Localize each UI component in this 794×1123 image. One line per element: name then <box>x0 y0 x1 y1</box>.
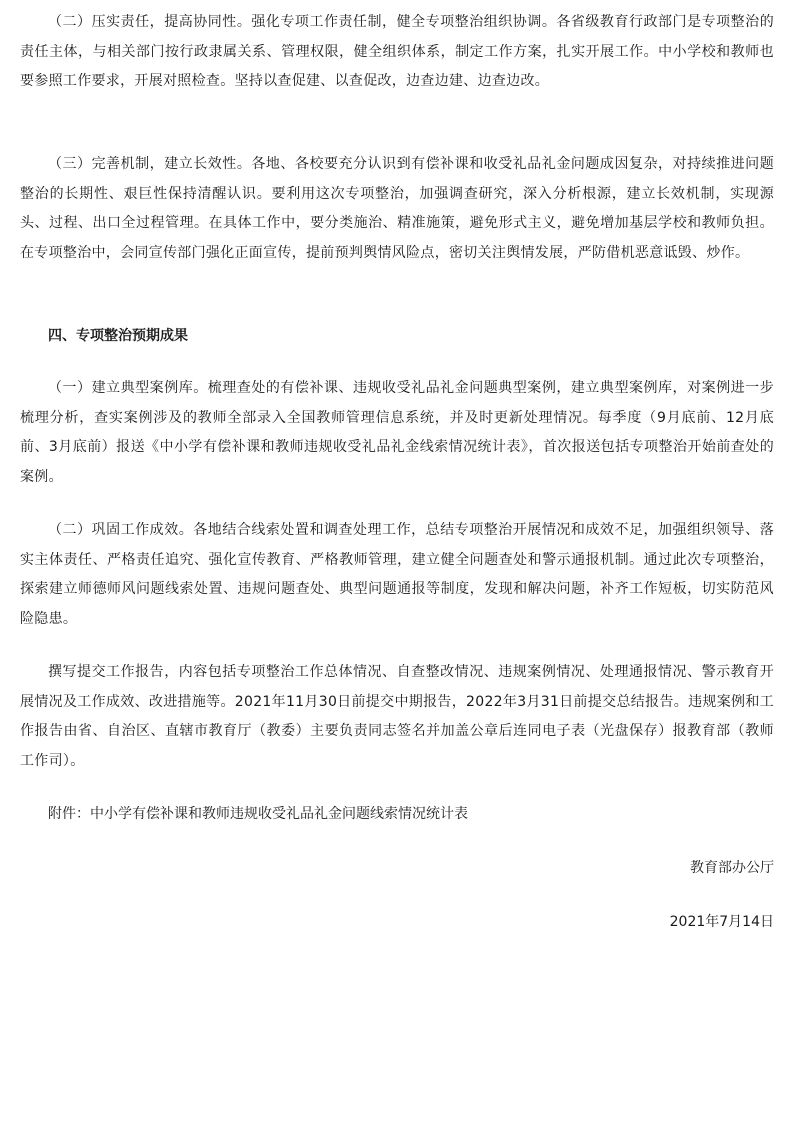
paragraph-case-library: （一）建立典型案例库。梳理查处的有偿补课、违规收受礼品礼金问题典型案例，建立典型案例库，对案例进一步梳理分析，查实案例涉及的教师全部录入全国教师管理信息系统，并及时更新处理情况。每季度（9月底前、12月底前、3月底前）报送《中小学有偿补课和教师违规收受礼品礼金线索情况统计表》，首次报送包括专项整治开始前查处的案例。 <box>20 380 774 485</box>
signature-date: 2021年7月14日 <box>669 914 774 930</box>
signature-org: 教育部办公厅 <box>690 860 774 876</box>
paragraph-responsibility: （二）压实责任，提高协同性。强化专项工作责任制，健全专项整治组织协调。各省级教育行政部门是专项整治的责任主体，与相关部门按行政隶属关系、管理权限，健全组织体系，制定工作方案，扎实开展工作。中小学校和教师也要参照工作要求，开展对照检查。坚持以查促建、以查促改，边查边建、边查边改。 <box>20 14 774 90</box>
paragraph-consolidate: （二）巩固工作成效。各地结合线索处置和调查处理工作，总结专项整治开展情况和成效不足，加强组织领导、落实主体责任、严格责任追究、强化宣传教育、严格教师管理，建立健全问题查处和警示通报机制。通过此次专项整治，探索建立师德师风问题线索处置、违规问题查处、典型问题通报等制度，发现和解决问题，补齐工作短板，切实防范风险隐患。 <box>20 522 774 627</box>
attachment-line: 附件：中小学有偿补课和教师违规收受礼品礼金问题线索情况统计表 <box>48 806 468 822</box>
paragraph-report: 撰写提交工作报告，内容包括专项整治工作总体情况、自查整改情况、违规案例情况、处理通报情况、警示教育开展情况及工作成效、改进措施等。2021年11月30日前提交中期报告，2022年3月31日前提交总结报告。违规案例和工作报告由省、自治区、直辖市教育厅（教委）主要负责同志签名并加盖公章后连同电子表（光盘保存）报教育部（教师工作司）。 <box>20 664 774 769</box>
paragraph-mechanism: （三）完善机制，建立长效性。各地、各校要充分认识到有偿补课和收受礼品礼金问题成因复杂，对持续推进问题整治的长期性、艰巨性保持清醒认识。要利用这次专项整治，加强调查研究，深入分析根源，建立长效机制，实现源头、过程、出口全过程管理。在具体工作中，要分类施治、精准施策，避免形式主义，避免增加基层学校和教师负担。在专项整治中，会同宣传部门强化正面宣传，提前预判舆情风险点，密切关注舆情发展，严防借机恶意诋毁、炒作。 <box>20 156 774 261</box>
section-heading: 四、专项整治预期成果 <box>48 328 188 344</box>
